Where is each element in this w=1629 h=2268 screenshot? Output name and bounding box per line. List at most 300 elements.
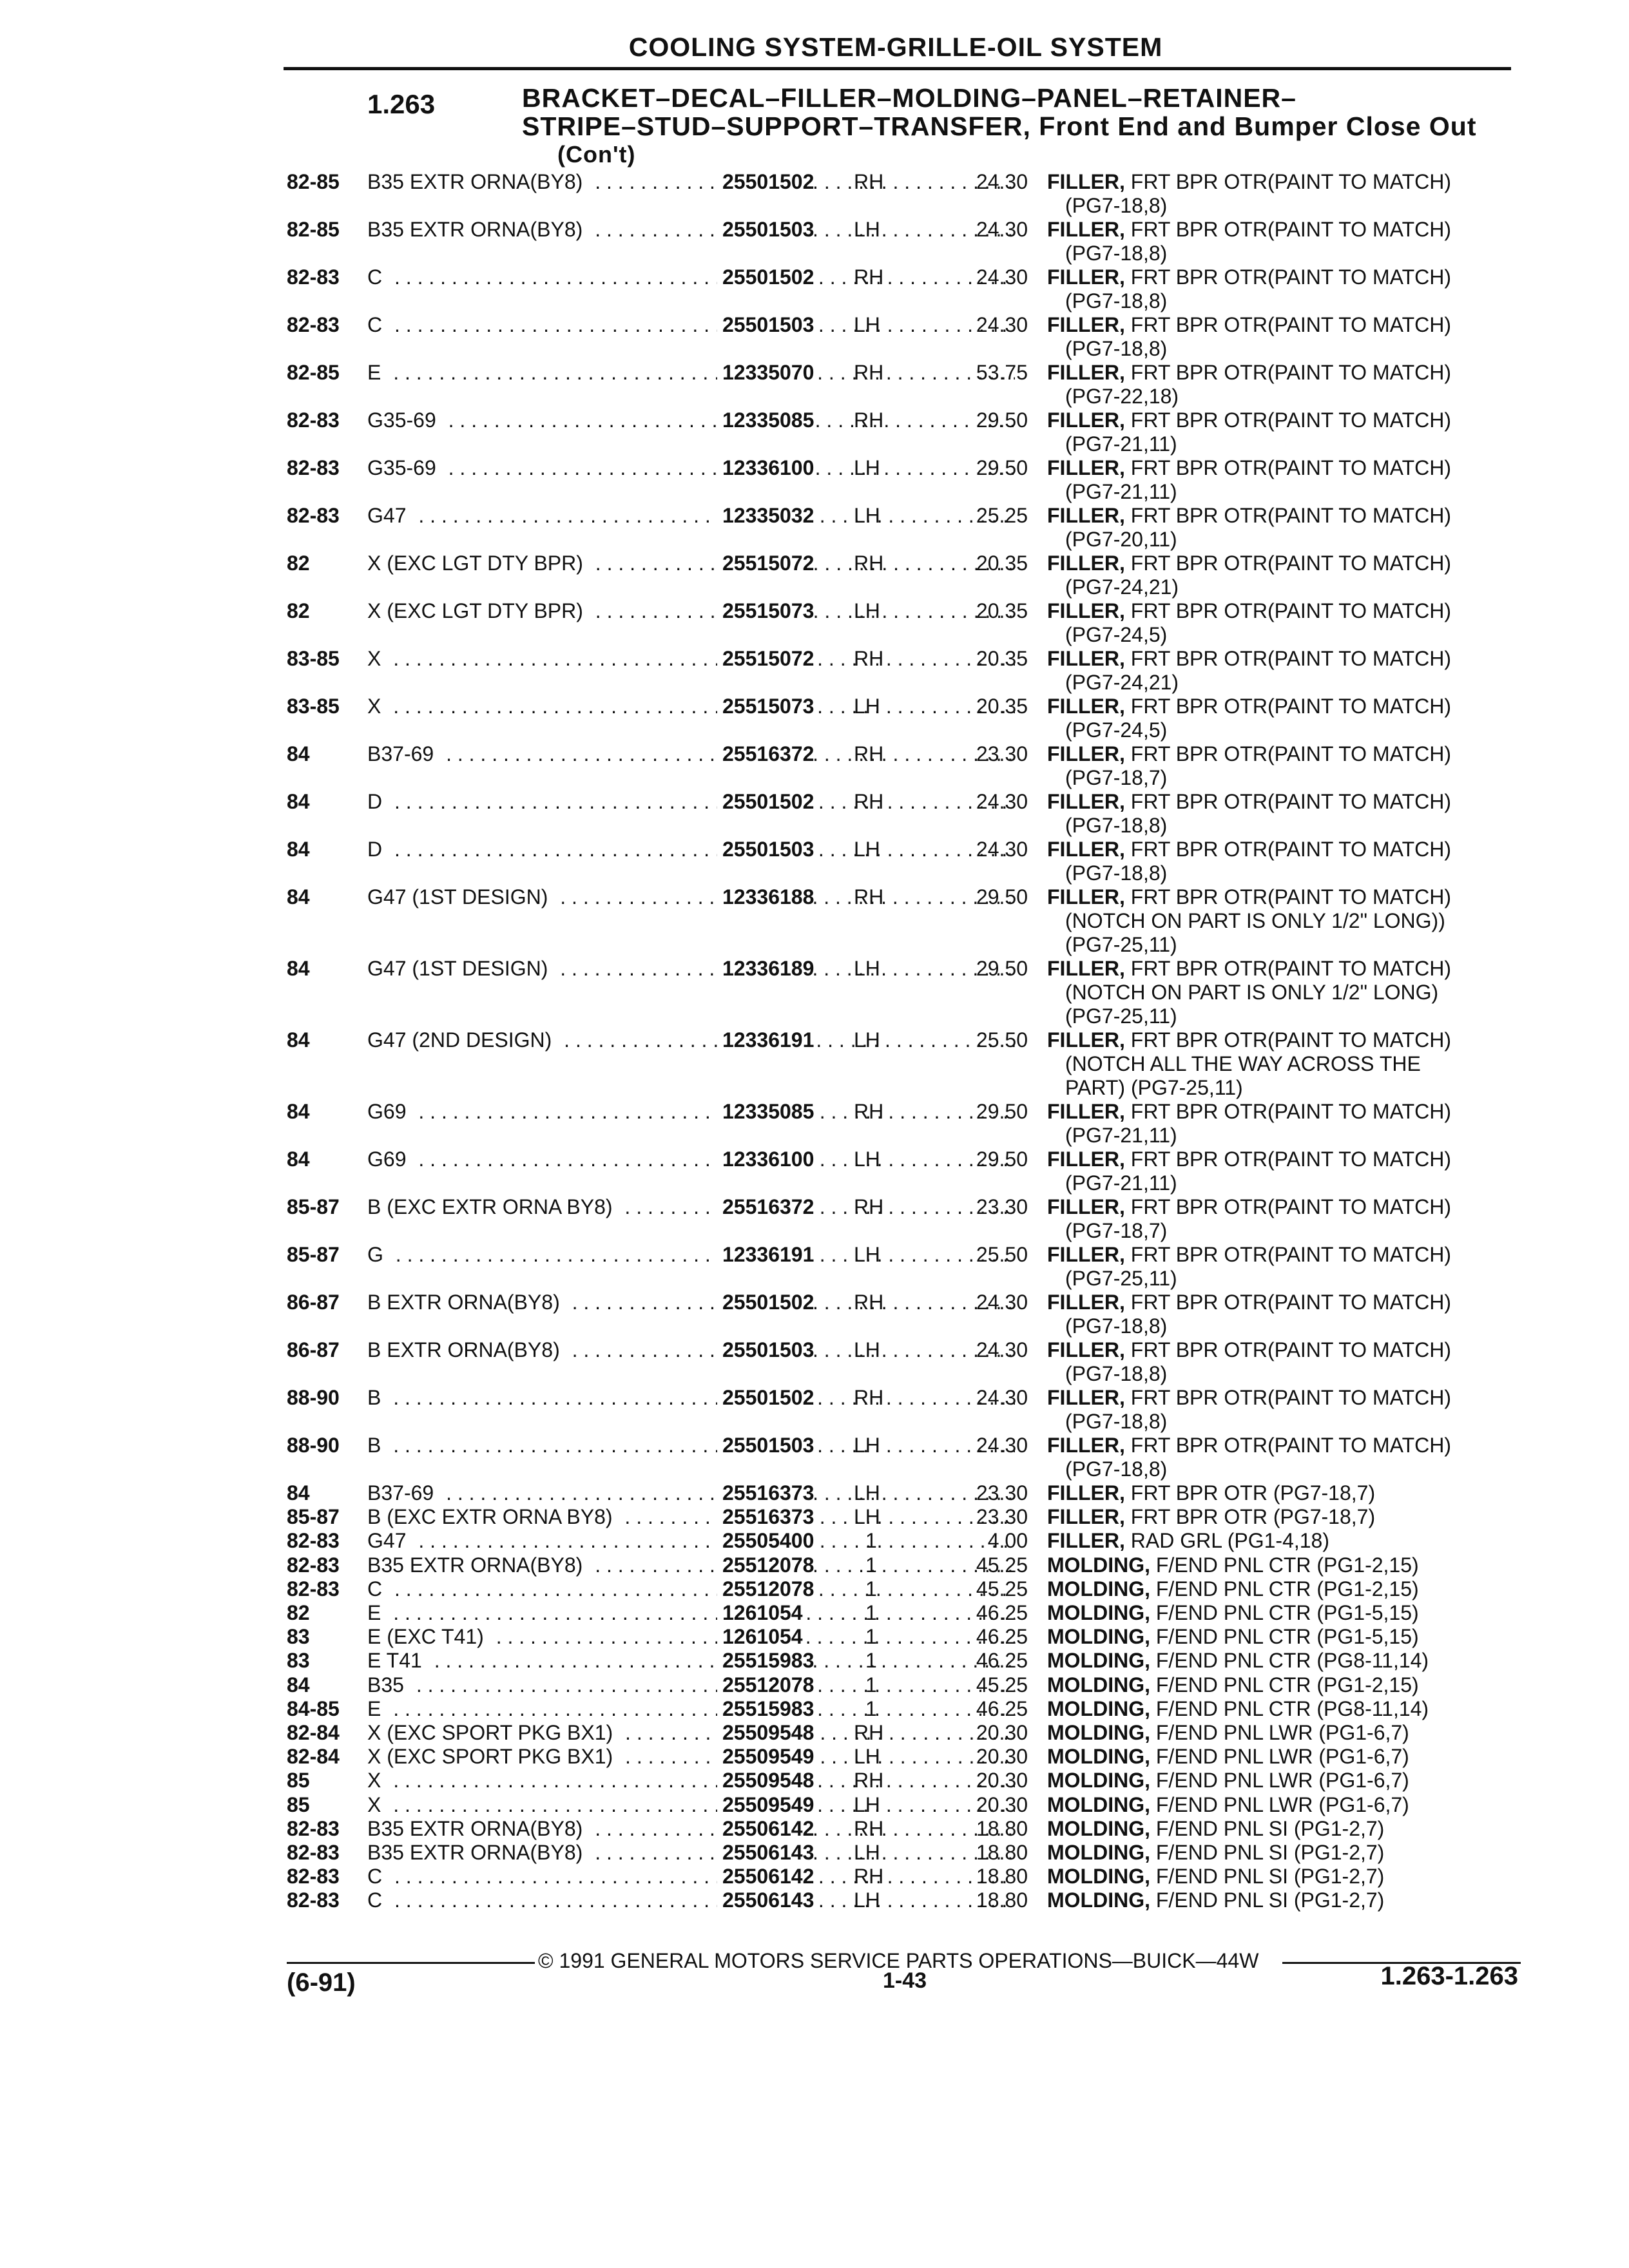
side-cell: RH [854, 1291, 884, 1314]
model-cell [367, 742, 1015, 766]
model-cell [367, 1601, 1015, 1625]
price-cell: 23.30 [976, 1505, 1028, 1529]
year-cell: 84 [287, 1028, 310, 1052]
description-line: FILLER, FRT BPR OTR(PAINT TO MATCH) [1047, 957, 1451, 980]
year-cell: 82-83 [287, 1888, 340, 1912]
price-cell: 29.50 [976, 1100, 1028, 1123]
model-text: X [367, 1793, 387, 1816]
model-text: G35-69 [367, 456, 443, 479]
side-cell: LH [854, 1841, 880, 1864]
description-line: (PG7-18,7) [1065, 766, 1168, 789]
side-cell: LH [854, 1243, 880, 1266]
price-cell: 23.30 [976, 1195, 1028, 1218]
footer-copyright: © 1991 GENERAL MOTORS SERVICE PARTS OPERATIONS—BUICK—44W [538, 1949, 1259, 1972]
description-cell [1047, 504, 1524, 552]
model-text: B [367, 1434, 387, 1457]
description-line: MOLDING, F/END PNL LWR (PG1-6,7) [1047, 1769, 1409, 1792]
description-line: (NOTCH ON PART IS ONLY 1/2" LONG) [1065, 981, 1439, 1004]
description-line: FILLER, FRT BPR OTR(PAINT TO MATCH) [1047, 504, 1451, 527]
description-cell [1047, 1769, 1524, 1792]
part-number-cell: 1261054 [717, 1625, 803, 1649]
table-row [287, 1291, 1524, 1338]
table-row [287, 361, 1524, 408]
price-cell: 24.30 [976, 313, 1028, 336]
part-number-cell: 1261054 [717, 1601, 803, 1625]
year-cell: 82-83 [287, 1553, 340, 1577]
price-cell: 24.30 [976, 1386, 1028, 1409]
description-cell [1047, 265, 1524, 313]
year-cell: 82-85 [287, 361, 340, 384]
year-cell: 86-87 [287, 1291, 340, 1314]
description-keyword: FILLER, [1047, 695, 1125, 718]
description-keyword: FILLER, [1047, 1529, 1125, 1553]
model-cell [367, 1817, 1015, 1841]
description-cell [1047, 170, 1524, 218]
description-cell [1047, 1841, 1524, 1865]
description-line: (PG7-18,8) [1065, 194, 1168, 217]
year-cell: 82-83 [287, 1577, 340, 1600]
description-keyword: MOLDING, [1047, 1792, 1150, 1816]
side-cell: RH [854, 408, 884, 432]
part-number-cell: 12335085 [717, 408, 814, 432]
year-cell: 82-83 [287, 265, 340, 289]
description-keyword: FILLER, [1047, 1195, 1125, 1218]
year-cell: 83-85 [287, 695, 340, 718]
table-row [287, 742, 1524, 790]
price-cell: 29.50 [976, 885, 1028, 908]
description-line: FILLER, FRT BPR OTR(PAINT TO MATCH) [1047, 1100, 1451, 1123]
side-cell: LH [854, 599, 880, 622]
year-cell: 84 [287, 838, 310, 861]
description-cell [1047, 1601, 1524, 1625]
side-cell: RH [854, 1195, 884, 1218]
description-keyword: FILLER, [1047, 361, 1125, 384]
description-line: FILLER, FRT BPR OTR(PAINT TO MATCH) [1047, 1195, 1451, 1218]
description-line: MOLDING, F/END PNL SI (PG1-2,7) [1047, 1816, 1385, 1840]
footer-rule-left [287, 1962, 535, 1964]
description-cell [1047, 1195, 1524, 1243]
description-cell [1047, 456, 1524, 504]
model-cell [367, 552, 1015, 575]
part-number-cell: 25501503 [717, 838, 814, 861]
table-row [287, 1028, 1524, 1100]
model-text: C [367, 1888, 389, 1912]
side-cell: RH [854, 265, 884, 289]
description-keyword: MOLDING, [1047, 1601, 1150, 1624]
model-text: B35 [367, 1673, 410, 1696]
side-cell: RH [854, 647, 884, 670]
side-cell: LH [854, 313, 880, 336]
part-number-cell: 25501503 [717, 313, 814, 337]
table-row [287, 170, 1524, 218]
description-line: (PG7-21,11) [1065, 432, 1177, 456]
description-cell [1047, 1888, 1524, 1912]
model-cell [367, 265, 1015, 289]
description-line: FILLER, FRT BPR OTR(PAINT TO MATCH) [1047, 647, 1451, 670]
price-cell: 29.50 [976, 1148, 1028, 1171]
side-cell: LH [854, 1434, 880, 1457]
model-cell [367, 1505, 1015, 1529]
description-keyword: MOLDING, [1047, 1649, 1150, 1673]
header-rule [284, 67, 1511, 70]
model-text: E (EXC T41) [367, 1625, 490, 1648]
side-cell: RH [854, 552, 884, 575]
description-cell [1047, 1243, 1524, 1291]
description-keyword: MOLDING, [1047, 1625, 1150, 1649]
model-text: C [367, 313, 389, 336]
year-cell: 82 [287, 552, 310, 575]
price-cell: 53.75 [976, 361, 1028, 384]
description-keyword: MOLDING, [1047, 1769, 1150, 1792]
side-cell: RH [854, 170, 884, 193]
table-row [287, 1505, 1524, 1529]
model-cell [367, 1673, 1015, 1697]
description-line: (PG7-18,8) [1065, 1314, 1168, 1338]
description-keyword: MOLDING, [1047, 1745, 1150, 1769]
description-line: (PG7-18,8) [1065, 1457, 1168, 1481]
description-line: FILLER, FRT BPR OTR(PAINT TO MATCH) [1047, 1148, 1451, 1171]
description-line: FILLER, RAD GRL (PG1-4,18) [1047, 1529, 1329, 1553]
price-cell: 24.30 [976, 218, 1028, 241]
side-cell: LH [854, 1148, 880, 1171]
description-cell [1047, 838, 1524, 885]
price-cell: 29.50 [976, 957, 1028, 980]
description-line: (NOTCH ALL THE WAY ACROSS THE [1065, 1052, 1421, 1075]
description-line: MOLDING, F/END PNL CTR (PG1-2,15) [1047, 1673, 1419, 1696]
part-number-cell: 25506143 [717, 1888, 814, 1912]
description-line: (PG7-25,11) [1065, 933, 1177, 956]
part-number-cell: 25515983 [717, 1697, 814, 1721]
description-cell [1047, 1505, 1524, 1529]
model-text: G47 [367, 1529, 412, 1552]
side-cell: RH [854, 1721, 884, 1744]
description-cell [1047, 313, 1524, 361]
year-cell: 83 [287, 1649, 310, 1673]
year-cell: 83 [287, 1625, 310, 1649]
section-title-line1: BRACKET–DECAL–FILLER–MOLDING–PANEL–RETAINER– [522, 83, 1296, 113]
model-text: X (EXC LGT DTY BPR) [367, 599, 590, 622]
description-line: FILLER, FRT BPR OTR(PAINT TO MATCH) [1047, 1434, 1451, 1457]
side-cell: LH [854, 838, 880, 861]
table-row [287, 1601, 1524, 1625]
description-line: (PG7-21,11) [1065, 1171, 1177, 1195]
model-cell [367, 695, 1015, 718]
year-cell: 88-90 [287, 1386, 340, 1409]
description-line: MOLDING, F/END PNL LWR (PG1-6,7) [1047, 1792, 1409, 1816]
model-cell [367, 456, 1015, 480]
footer-date: (6-91) [287, 1968, 356, 1997]
price-cell: 18.80 [976, 1816, 1028, 1840]
description-line: (NOTCH ON PART IS ONLY 1/2" LONG)) [1065, 909, 1445, 932]
price-cell: 24.30 [976, 170, 1028, 193]
year-cell: 84 [287, 957, 310, 980]
description-line: (PG7-18,8) [1065, 1410, 1168, 1433]
year-cell: 82-84 [287, 1745, 340, 1769]
side-cell: 1 [865, 1553, 877, 1577]
description-cell [1047, 1865, 1524, 1888]
section-number: 1.263 [367, 89, 436, 119]
model-text: C [367, 1865, 389, 1888]
side-cell: LH [854, 1505, 880, 1529]
model-text: E [367, 361, 387, 384]
year-cell: 82-83 [287, 1529, 340, 1553]
table-row [287, 1865, 1524, 1888]
description-line: FILLER, FRT BPR OTR(PAINT TO MATCH) [1047, 790, 1451, 813]
year-cell: 82-83 [287, 456, 340, 479]
year-cell: 84 [287, 742, 310, 765]
description-line: FILLER, FRT BPR OTR(PAINT TO MATCH) [1047, 742, 1451, 765]
model-text: G47 (1ST DESIGN) [367, 957, 554, 980]
model-text: X (EXC LGT DTY BPR) [367, 552, 590, 575]
year-cell: 82-83 [287, 504, 340, 527]
description-line: (PG7-24,5) [1065, 623, 1168, 646]
price-cell: 24.30 [976, 1338, 1028, 1361]
description-line: MOLDING, F/END PNL LWR (PG1-6,7) [1047, 1721, 1409, 1744]
side-cell: RH [854, 1386, 884, 1409]
price-cell: 18.80 [976, 1841, 1028, 1864]
description-keyword: FILLER, [1047, 1243, 1125, 1266]
price-cell: 20.30 [976, 1745, 1028, 1769]
page-header-title: COOLING SYSTEM-GRILLE-OIL SYSTEM [628, 32, 1163, 62]
description-cell [1047, 1434, 1524, 1481]
description-line: FILLER, FRT BPR OTR(PAINT TO MATCH) [1047, 1386, 1451, 1409]
description-keyword: FILLER, [1047, 1148, 1125, 1171]
price-cell: 20.30 [976, 1792, 1028, 1816]
price-cell: 20.30 [976, 1769, 1028, 1792]
description-line: FILLER, FRT BPR OTR(PAINT TO MATCH) [1047, 1243, 1451, 1266]
description-keyword: FILLER, [1047, 790, 1125, 813]
description-keyword: MOLDING, [1047, 1721, 1150, 1744]
description-keyword: MOLDING, [1047, 1696, 1150, 1720]
description-cell [1047, 1553, 1524, 1577]
description-keyword: MOLDING, [1047, 1865, 1150, 1888]
price-cell: 24.30 [976, 265, 1028, 289]
part-number-cell: 25505400 [717, 1529, 814, 1553]
year-cell: 85-87 [287, 1195, 340, 1218]
description-line: (PG7-18,8) [1065, 1362, 1168, 1385]
model-cell [367, 1243, 1015, 1267]
price-cell: 24.30 [976, 1434, 1028, 1457]
description-cell [1047, 218, 1524, 265]
part-number-cell: 25515072 [717, 552, 814, 575]
description-line: FILLER, FRT BPR OTR (PG7-18,7) [1047, 1481, 1376, 1504]
part-number-cell: 25509549 [717, 1793, 814, 1817]
description-line: FILLER, FRT BPR OTR(PAINT TO MATCH) [1047, 361, 1451, 384]
side-cell: LH [854, 957, 880, 980]
section-title [522, 84, 1476, 169]
description-line: FILLER, FRT BPR OTR(PAINT TO MATCH) [1047, 456, 1451, 479]
description-keyword: FILLER, [1047, 599, 1125, 622]
description-line: MOLDING, F/END PNL CTR (PG1-2,15) [1047, 1553, 1419, 1577]
side-cell: LH [854, 695, 880, 718]
model-cell [367, 1793, 1015, 1817]
part-number-cell: 25515072 [717, 647, 814, 671]
table-row [287, 1481, 1524, 1505]
table-row [287, 599, 1524, 647]
side-cell: LH [854, 1338, 880, 1361]
description-line: (PG7-24,21) [1065, 671, 1179, 694]
side-cell: LH [854, 1028, 880, 1052]
description-keyword: FILLER, [1047, 552, 1125, 575]
price-cell: 46.25 [976, 1696, 1028, 1720]
price-cell: 24.30 [976, 838, 1028, 861]
year-cell: 84 [287, 1148, 310, 1171]
part-number-cell: 25506142 [717, 1817, 814, 1841]
description-line: MOLDING, F/END PNL SI (PG1-2,7) [1047, 1888, 1385, 1912]
model-text: X (EXC SPORT PKG BX1) [367, 1721, 619, 1744]
year-cell: 84 [287, 1673, 310, 1696]
table-row [287, 218, 1524, 265]
side-cell: LH [854, 1745, 880, 1769]
description-cell [1047, 1338, 1524, 1386]
footer-page-number: 1-43 [883, 1968, 927, 1993]
table-row [287, 1793, 1524, 1817]
model-cell [367, 1865, 1015, 1888]
description-line: (PG7-21,11) [1065, 480, 1177, 503]
description-line: FILLER, FRT BPR OTR(PAINT TO MATCH) [1047, 599, 1451, 622]
price-cell: 23.30 [976, 1481, 1028, 1504]
price-cell: 46.25 [976, 1649, 1028, 1673]
side-cell: RH [854, 1816, 884, 1840]
table-row [287, 1195, 1524, 1243]
year-cell: 85 [287, 1769, 310, 1792]
model-text: E [367, 1697, 387, 1720]
description-cell [1047, 1577, 1524, 1601]
year-cell: 84 [287, 1100, 310, 1123]
part-number-cell: 25501502 [717, 790, 814, 814]
part-number-cell: 25509549 [717, 1745, 814, 1769]
table-row [287, 1817, 1524, 1841]
year-cell: 83-85 [287, 647, 340, 670]
model-cell [367, 1577, 1015, 1601]
table-row [287, 1434, 1524, 1481]
model-cell [367, 504, 1015, 528]
model-cell [367, 1841, 1015, 1865]
description-line: FILLER, FRT BPR OTR(PAINT TO MATCH) [1047, 885, 1451, 908]
section-title-line3: (Con't) [557, 141, 636, 168]
part-number-cell: 25516372 [717, 742, 814, 766]
year-cell: 82-85 [287, 218, 340, 241]
side-cell: LH [854, 218, 880, 241]
part-number-cell: 12336189 [717, 957, 814, 981]
model-text: B37-69 [367, 1481, 440, 1504]
description-line: (PG7-18,8) [1065, 242, 1168, 265]
description-cell [1047, 695, 1524, 742]
table-row [287, 1769, 1524, 1792]
description-keyword: FILLER, [1047, 456, 1125, 479]
description-keyword: FILLER, [1047, 742, 1125, 765]
footer-section-ref: 1.263-1.263 [1380, 1962, 1518, 1990]
part-number-cell: 25501502 [717, 1291, 814, 1314]
table-row [287, 265, 1524, 313]
price-cell: 46.25 [976, 1625, 1028, 1649]
description-cell [1047, 885, 1524, 957]
description-line: MOLDING, F/END PNL CTR (PG1-5,15) [1047, 1601, 1419, 1624]
model-cell [367, 1769, 1015, 1792]
description-line: (PG7-18,8) [1065, 337, 1168, 360]
description-line: (PG7-24,5) [1065, 718, 1168, 742]
table-row [287, 552, 1524, 599]
description-line: MOLDING, F/END PNL SI (PG1-2,7) [1047, 1841, 1385, 1864]
description-keyword: FILLER, [1047, 408, 1125, 432]
side-cell: 1 [865, 1649, 877, 1673]
part-number-cell: 25509548 [717, 1769, 814, 1792]
model-text: X [367, 695, 387, 718]
price-cell: 4.00 [987, 1529, 1028, 1553]
model-text: G [367, 1243, 390, 1266]
description-keyword: FILLER, [1047, 313, 1125, 336]
table-row [287, 456, 1524, 504]
description-keyword: MOLDING, [1047, 1673, 1150, 1696]
model-text: G69 [367, 1100, 412, 1123]
table-row [287, 1721, 1524, 1745]
side-cell: 1 [865, 1601, 877, 1624]
model-cell [367, 1386, 1015, 1410]
part-number-cell: 12335032 [717, 504, 814, 528]
year-cell: 86-87 [287, 1338, 340, 1361]
model-text: B35 EXTR ORNA(BY8) [367, 1553, 589, 1577]
description-cell [1047, 1793, 1524, 1817]
price-cell: 24.30 [976, 790, 1028, 813]
model-text: C [367, 1577, 389, 1600]
description-cell [1047, 790, 1524, 838]
table-row [287, 1745, 1524, 1769]
description-line: MOLDING, F/END PNL CTR (PG1-2,15) [1047, 1577, 1419, 1600]
model-cell [367, 599, 1015, 623]
part-number-cell: 25506142 [717, 1865, 814, 1888]
price-cell: 20.30 [976, 1721, 1028, 1744]
model-text: G47 (2ND DESIGN) [367, 1028, 558, 1052]
table-row [287, 1529, 1524, 1553]
part-number-cell: 25516373 [717, 1481, 814, 1505]
description-cell [1047, 1625, 1524, 1649]
description-line: (PG7-20,11) [1065, 528, 1177, 551]
model-cell [367, 1745, 1015, 1769]
year-cell: 82-83 [287, 313, 340, 336]
side-cell: LH [854, 1792, 880, 1816]
side-cell: 1 [865, 1529, 877, 1553]
part-number-cell: 12336100 [717, 1148, 814, 1171]
description-line: (PG7-18,8) [1065, 289, 1168, 312]
price-cell: 20.35 [976, 552, 1028, 575]
table-row [287, 1697, 1524, 1721]
part-number-cell: 25515983 [717, 1649, 814, 1673]
model-text: G47 (1ST DESIGN) [367, 885, 554, 908]
description-line: MOLDING, F/END PNL CTR (PG8-11,14) [1047, 1696, 1429, 1720]
table-row [287, 957, 1524, 1028]
description-line: FILLER, FRT BPR OTR(PAINT TO MATCH) [1047, 265, 1451, 289]
model-cell [367, 313, 1015, 337]
year-cell: 84 [287, 885, 310, 908]
part-number-cell: 25512078 [717, 1553, 814, 1577]
description-line: FILLER, FRT BPR OTR (PG7-18,7) [1047, 1505, 1376, 1529]
description-keyword: FILLER, [1047, 1505, 1125, 1529]
description-keyword: MOLDING, [1047, 1841, 1150, 1864]
description-line: MOLDING, F/END PNL CTR (PG1-5,15) [1047, 1625, 1419, 1649]
description-line: PART) (PG7-25,11) [1065, 1076, 1243, 1099]
model-text: D [367, 790, 389, 813]
table-row [287, 838, 1524, 885]
year-cell: 84-85 [287, 1696, 340, 1720]
price-cell: 45.25 [976, 1553, 1028, 1577]
year-cell: 82-83 [287, 1816, 340, 1840]
table-row [287, 647, 1524, 695]
side-cell: RH [854, 361, 884, 384]
model-text: G47 [367, 504, 412, 527]
part-number-cell: 12336191 [717, 1028, 814, 1052]
description-line: FILLER, FRT BPR OTR(PAINT TO MATCH) [1047, 218, 1451, 241]
table-row [287, 1673, 1524, 1697]
